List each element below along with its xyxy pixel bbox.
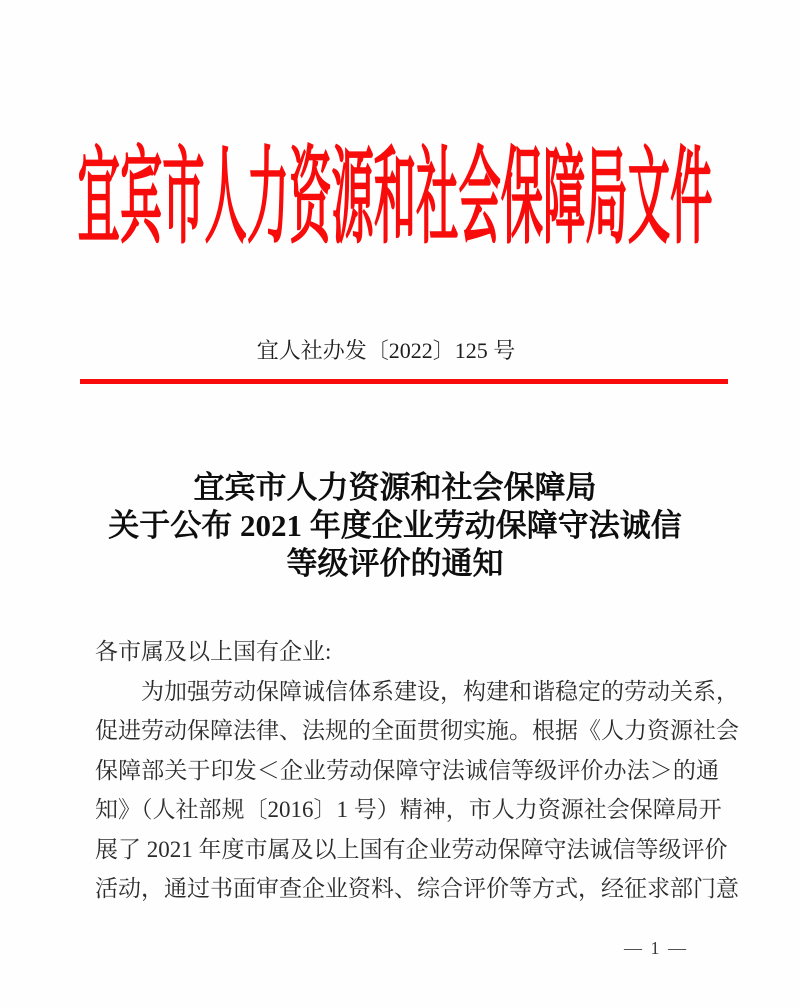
body-line: 促进劳动保障法律、法规的全面贯彻实施。根据《人力资源社会 bbox=[95, 718, 739, 743]
salutation: 各市属及以上国有企业: bbox=[95, 639, 332, 664]
notice-title-line-3: 等级评价的通知 bbox=[286, 546, 504, 581]
page-number: — 1 — bbox=[624, 938, 688, 958]
body-text bbox=[95, 632, 739, 909]
document-number: 宜人社办发〔2022〕125 号 bbox=[256, 338, 516, 363]
notice-title-line-2: 关于公布 2021 年度企业劳动保障守法诚信 bbox=[108, 508, 682, 543]
red-divider-line bbox=[80, 379, 728, 384]
agency-banner-title: 宜宾市人力资源和社会保障局文件 bbox=[77, 139, 713, 257]
body-line: 为加强劳动保障诚信体系建设，构建和谐稳定的劳动关系， bbox=[95, 678, 739, 704]
notice-title bbox=[0, 469, 790, 583]
body-line: 展了 2021 年度市属及以上国有企业劳动保障守法诚信等级评价 bbox=[95, 836, 728, 862]
body-line: 保障部关于印发＜企业劳动保障守法诚信等级评价办法＞的通 bbox=[95, 757, 719, 783]
body-line: 活动，通过书面审查企业资料、综合评价等方式，经征求部门意 bbox=[95, 876, 739, 901]
notice-title-line-1: 宜宾市人力资源和社会保障局 bbox=[193, 470, 597, 505]
body-line: 知》（人社部规〔2016〕1 号）精神，市人力资源社会保障局开 bbox=[95, 797, 722, 822]
